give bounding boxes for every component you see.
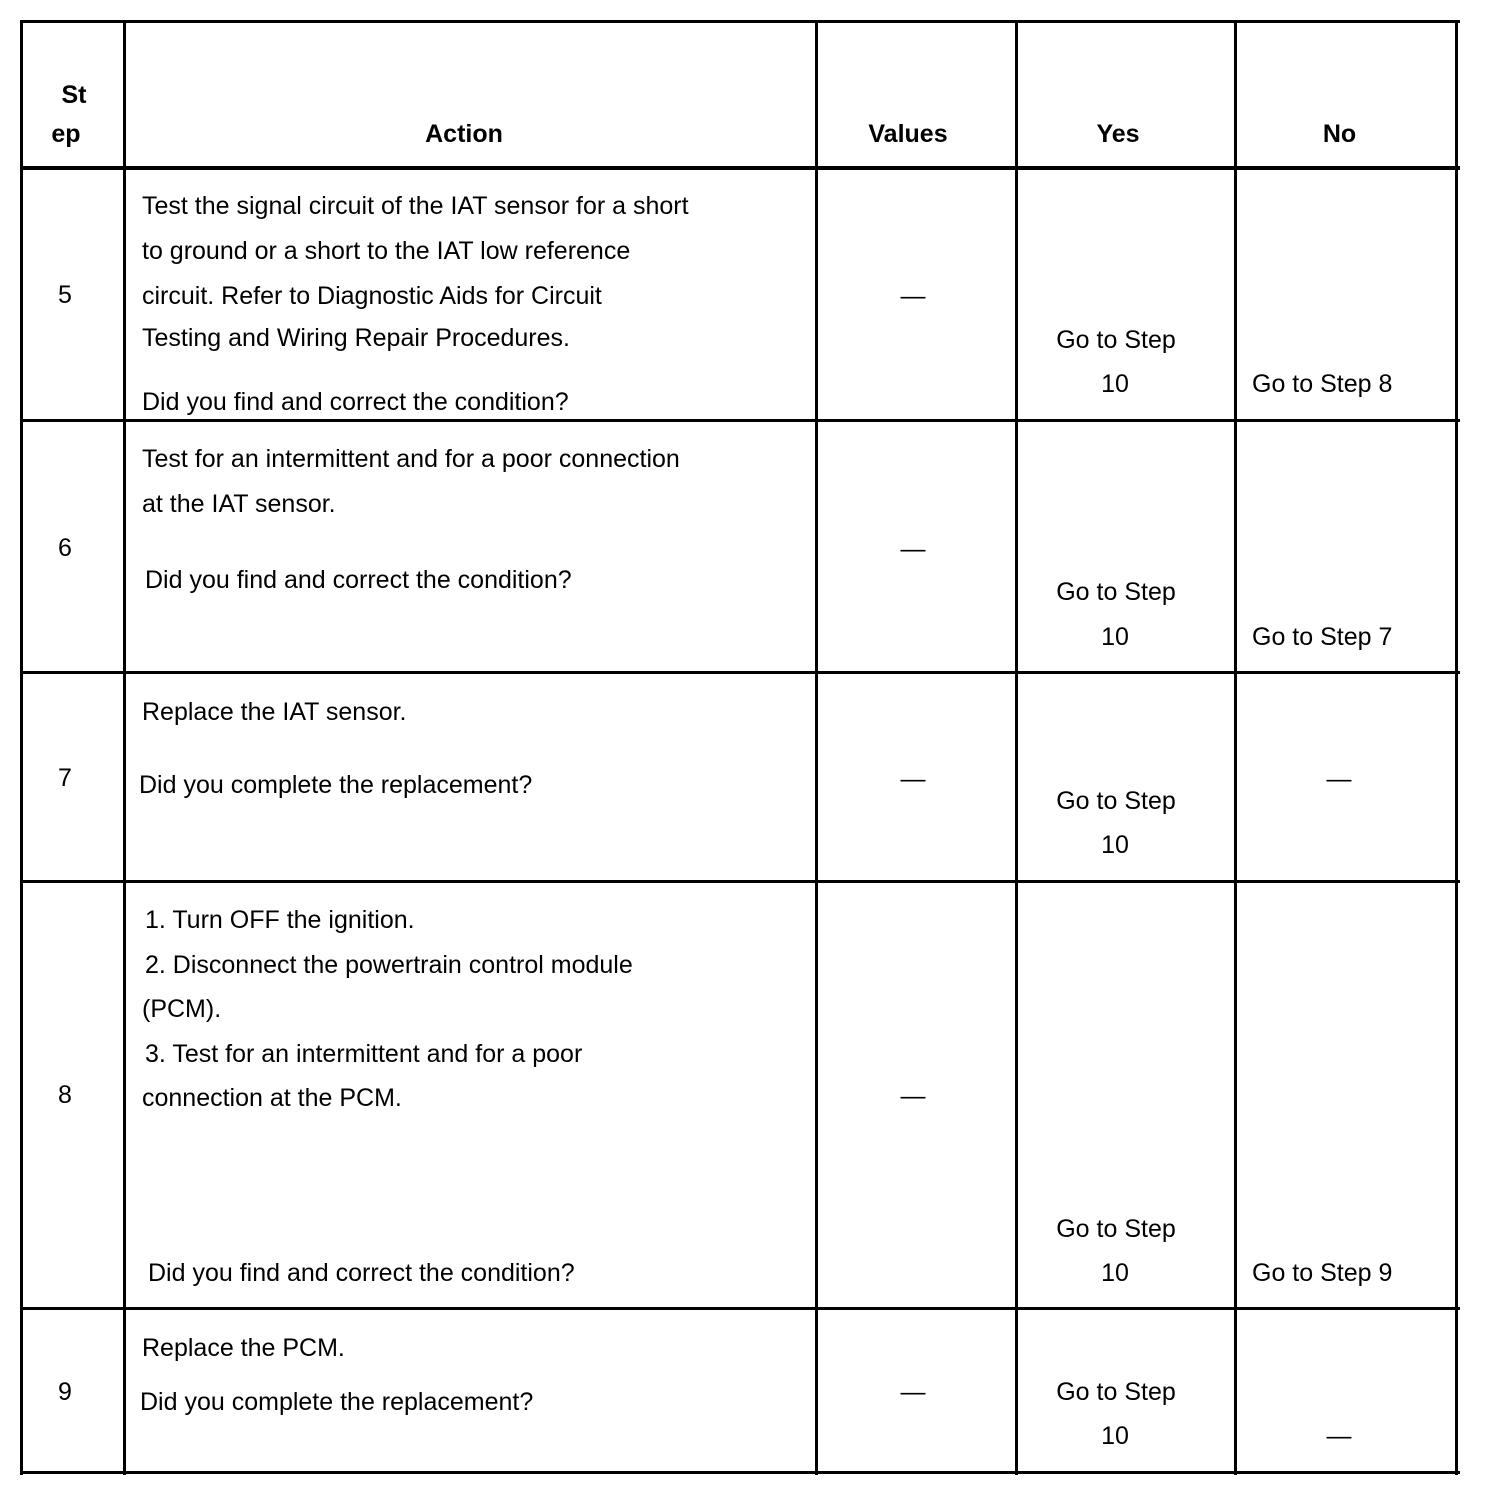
header-no: No (1322, 120, 1357, 148)
step-number: 8 (58, 1081, 72, 1109)
step-number: 7 (58, 764, 72, 792)
yes-target-step: 10 (1101, 1422, 1129, 1450)
action-text: circuit. Refer to Diagnostic Aids for Circuit (142, 282, 602, 310)
yes-target-step: 10 (1101, 831, 1129, 859)
action-text: Testing and Wiring Repair Procedures. (142, 324, 570, 352)
step-number: 9 (58, 1378, 72, 1406)
yes-target: Go to Step (1056, 1215, 1176, 1243)
values-dash: — (900, 535, 926, 563)
no-target: Go to Step 9 (1252, 1259, 1393, 1287)
action-text: Replace the PCM. (142, 1334, 345, 1362)
no-target: Go to Step 7 (1252, 623, 1393, 651)
yes-target: Go to Step (1056, 578, 1176, 606)
column-divider (1234, 20, 1237, 1475)
values-dash: — (900, 1082, 926, 1110)
values-dash: — (900, 282, 926, 310)
row-divider (20, 419, 1460, 422)
action-question: Did you find and correct the condition? (148, 1259, 575, 1287)
header-step-line1: St (61, 81, 87, 109)
action-question: Did you complete the replacement? (139, 771, 533, 799)
header-yes: Yes (1096, 120, 1140, 148)
column-divider (815, 20, 818, 1475)
header-action: Action (425, 120, 503, 148)
yes-target: Go to Step (1056, 787, 1176, 815)
action-text: Test for an intermittent and for a poor connection (142, 445, 680, 473)
action-text: Test the signal circuit of the IAT sensor for a short (142, 192, 689, 220)
table-border-bottom (20, 1471, 1460, 1474)
no-dash: — (1326, 765, 1352, 793)
action-text: at the IAT sensor. (142, 490, 336, 518)
yes-target-step: 10 (1101, 1259, 1129, 1287)
action-question: Did you find and correct the condition? (142, 388, 569, 416)
table-border-left (20, 20, 23, 1475)
action-text: to ground or a short to the IAT low reference (142, 237, 631, 265)
row-divider (20, 671, 1460, 674)
column-divider (1015, 20, 1018, 1475)
row-divider (20, 880, 1460, 883)
yes-target-step: 10 (1101, 370, 1129, 398)
header-divider (20, 166, 1460, 170)
action-list-item: 1. Turn OFF the ignition. (145, 906, 415, 934)
step-number: 6 (58, 534, 72, 562)
table-border-top (20, 20, 1460, 23)
step-number: 5 (58, 281, 72, 309)
row-divider (20, 1307, 1460, 1310)
no-target: Go to Step 8 (1252, 370, 1393, 398)
action-text: connection at the PCM. (142, 1084, 402, 1112)
yes-target: Go to Step (1056, 326, 1176, 354)
no-dash: — (1326, 1422, 1352, 1450)
action-list-item: 2. Disconnect the powertrain control module (145, 951, 633, 979)
action-text: Replace the IAT sensor. (142, 698, 407, 726)
header-values: Values (868, 120, 948, 148)
header-step-line2: ep (51, 120, 81, 148)
column-divider (123, 20, 126, 1475)
table-border-right (1455, 20, 1458, 1475)
action-question: Did you find and correct the condition? (145, 566, 572, 594)
yes-target-step: 10 (1101, 623, 1129, 651)
values-dash: — (900, 1378, 926, 1406)
values-dash: — (900, 765, 926, 793)
yes-target: Go to Step (1056, 1378, 1176, 1406)
action-text: (PCM). (142, 995, 222, 1023)
action-question: Did you complete the replacement? (140, 1388, 534, 1416)
action-list-item: 3. Test for an intermittent and for a poor (145, 1040, 583, 1068)
